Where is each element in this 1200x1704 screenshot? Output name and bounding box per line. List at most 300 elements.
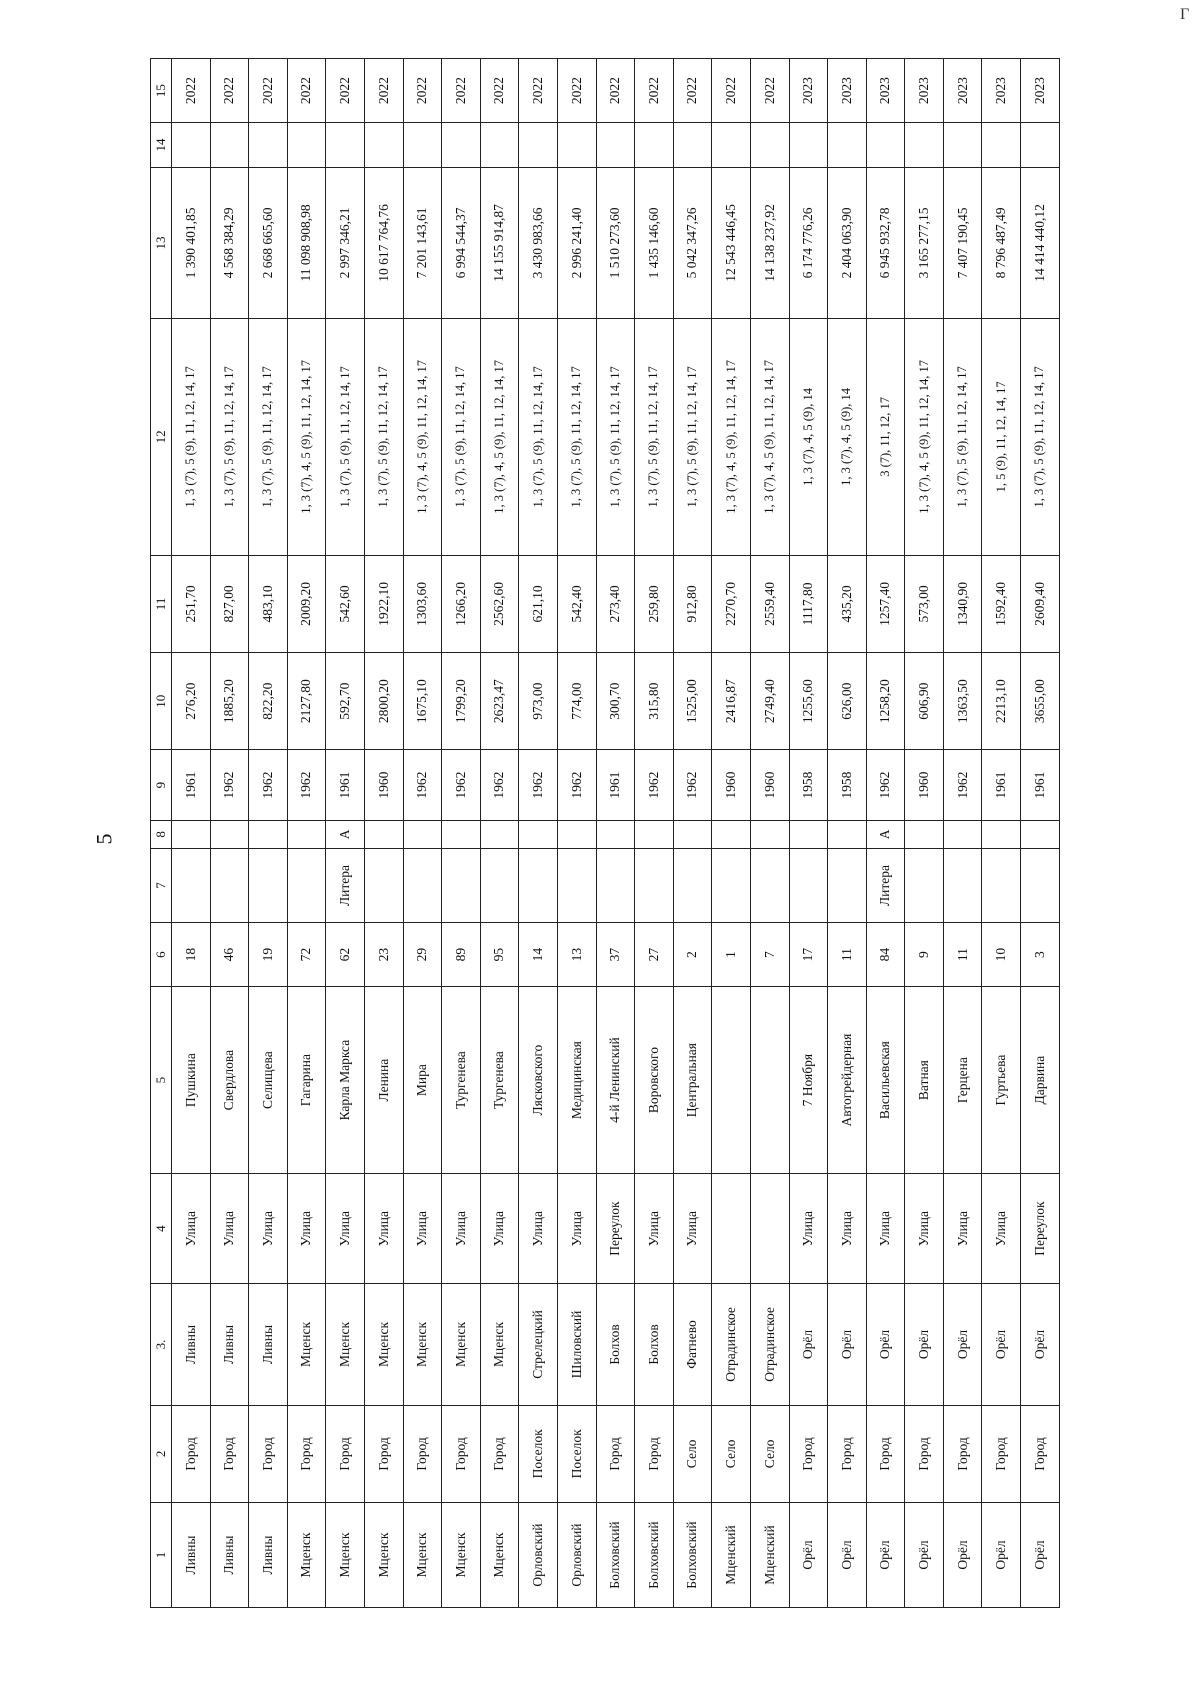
table-cell-col-9: 1962 [557,750,596,820]
table-cell-col-4: Переулок [1021,1174,1060,1284]
table-cell-col-8 [287,820,326,848]
table-cell-col-9: 1962 [866,750,905,820]
table-row [712,59,751,1608]
table-cell-col-14 [249,123,288,168]
table-cell-col-11: 2270,70 [712,555,751,652]
table-cell-col-6: 7 [750,923,789,987]
table-cell-col-3: Мценск [287,1284,326,1406]
table-cell-col-8 [596,820,635,848]
column-header-8: 8 [151,820,172,848]
table-cell-col-6: 19 [249,923,288,987]
table-cell-col-7 [982,848,1021,922]
table-cell-col-2: Город [789,1405,828,1502]
table-cell-col-3: Орёл [1021,1284,1060,1406]
table-cell-col-11: 1340,90 [943,555,982,652]
table-cell-col-14 [596,123,635,168]
table-cell-col-4: Улица [172,1174,211,1284]
table-cell-col-1: Болховский [635,1503,674,1608]
table-cell-col-13: 12 543 446,45 [712,167,751,318]
table-cell-col-9: 1960 [712,750,751,820]
table-cell-col-5: Тургенева [480,987,519,1174]
table-cell-col-1: Мценск [326,1503,365,1608]
table-container [150,58,1060,1608]
table-cell-col-4: Улица [789,1174,828,1284]
table-cell-col-14 [789,123,828,168]
table-cell-col-4: Улица [287,1174,326,1284]
table-cell-col-5: Карла Маркса [326,987,365,1174]
table-cell-col-10: 1363,50 [943,653,982,750]
table-cell-col-14 [866,123,905,168]
table-cell-col-12: 1, 3 (7), 4, 5 (9), 11, 12, 14, 17 [287,318,326,555]
table-cell-col-8 [364,820,403,848]
table-cell-col-15: 2023 [905,59,944,123]
table-cell-col-6: 1 [712,923,751,987]
table-cell-col-11: 1592,40 [982,555,1021,652]
table-cell-col-9: 1960 [905,750,944,820]
table-cell-col-5: Воровского [635,987,674,1174]
table-cell-col-4: Улица [403,1174,442,1284]
table-cell-col-13: 6 174 776,26 [789,167,828,318]
table-cell-col-12: 1, 3 (7), 5 (9), 11, 12, 14, 17 [210,318,249,555]
table-cell-col-8 [750,820,789,848]
table-cell-col-9: 1962 [442,750,481,820]
table-cell-col-15: 2022 [480,59,519,123]
table-header-row [151,59,172,1608]
table-cell-col-7 [519,848,558,922]
table-cell-col-10: 300,70 [596,653,635,750]
table-cell-col-12: 1, 3 (7), 4, 5 (9), 11, 12, 14, 17 [712,318,751,555]
table-row [905,59,944,1608]
table-cell-col-13: 5 042 347,26 [673,167,712,318]
table-row [557,59,596,1608]
table-cell-col-15: 2022 [750,59,789,123]
table-row [866,59,905,1608]
table-row [519,59,558,1608]
table-cell-col-12: 1, 3 (7), 5 (9), 11, 12, 14, 17 [519,318,558,555]
table-cell-col-9: 1962 [480,750,519,820]
table-cell-col-1: Мценск [480,1503,519,1608]
table-row [249,59,288,1608]
table-cell-col-9: 1962 [943,750,982,820]
table-row [1021,59,1060,1608]
table-cell-col-10: 315,80 [635,653,674,750]
table-cell-col-7 [442,848,481,922]
table-cell-col-9: 1962 [519,750,558,820]
table-cell-col-3: Орёл [943,1284,982,1406]
table-cell-col-14 [364,123,403,168]
table-cell-col-8 [480,820,519,848]
table-cell-col-1: Ливны [210,1503,249,1608]
table-cell-col-8: А [326,820,365,848]
column-header-6: 6 [151,923,172,987]
table-cell-col-2: Город [403,1405,442,1502]
table-cell-col-7 [210,848,249,922]
table-cell-col-2: Город [635,1405,674,1502]
table-cell-col-5: Лясковского [519,987,558,1174]
table-cell-col-3: Орёл [789,1284,828,1406]
table-cell-col-13: 3 165 277,15 [905,167,944,318]
column-header-12: 12 [151,318,172,555]
table-cell-col-6: 46 [210,923,249,987]
table-cell-col-8 [828,820,867,848]
table-cell-col-11: 912,80 [673,555,712,652]
table-cell-col-12: 1, 3 (7), 5 (9), 11, 12, 14, 17 [596,318,635,555]
table-cell-col-13: 4 568 384,29 [210,167,249,318]
table-cell-col-1: Мценск [403,1503,442,1608]
table-cell-col-1: Орёл [1021,1503,1060,1608]
table-cell-col-10: 1255,60 [789,653,828,750]
table-cell-col-10: 1885,20 [210,653,249,750]
table-cell-col-11: 827,00 [210,555,249,652]
table-cell-col-13: 6 945 932,78 [866,167,905,318]
table-cell-col-12: 1, 3 (7), 4, 5 (9), 11, 12, 14, 17 [480,318,519,555]
table-cell-col-2: Город [982,1405,1021,1502]
table-cell-col-3: Ливны [210,1284,249,1406]
table-cell-col-4: Улица [905,1174,944,1284]
table-cell-col-3: Отрадинское [712,1284,751,1406]
table-cell-col-12: 1, 3 (7), 5 (9), 11, 12, 14, 17 [673,318,712,555]
table-cell-col-12: 1, 3 (7), 5 (9), 11, 12, 14, 17 [557,318,596,555]
table-cell-col-9: 1962 [249,750,288,820]
table-row [442,59,481,1608]
table-cell-col-5: Ленина [364,987,403,1174]
table-cell-col-12: 1, 3 (7), 5 (9), 11, 12, 14, 17 [172,318,211,555]
table-cell-col-9: 1962 [635,750,674,820]
table-cell-col-5: Васильевская [866,987,905,1174]
table-cell-col-11: 483,10 [249,555,288,652]
table-cell-col-13: 14 155 914,87 [480,167,519,318]
table-cell-col-6: 62 [326,923,365,987]
table-cell-col-15: 2022 [210,59,249,123]
table-cell-col-3: Орёл [905,1284,944,1406]
table-cell-col-15: 2023 [982,59,1021,123]
table-cell-col-3: Мценск [442,1284,481,1406]
table-cell-col-2: Город [596,1405,635,1502]
table-cell-col-7 [635,848,674,922]
table-cell-col-10: 1799,20 [442,653,481,750]
table-cell-col-14 [1021,123,1060,168]
table-cell-col-5: Ватная [905,987,944,1174]
table-cell-col-7 [1021,848,1060,922]
table-cell-col-6: 13 [557,923,596,987]
table-cell-col-2: Город [326,1405,365,1502]
table-cell-col-1: Мценский [712,1503,751,1608]
table-cell-col-9: 1962 [673,750,712,820]
table-cell-col-10: 822,20 [249,653,288,750]
table-cell-col-13: 8 796 487,49 [982,167,1021,318]
table-cell-col-1: Орёл [943,1503,982,1608]
table-cell-col-7: Литера [326,848,365,922]
table-cell-col-9: 1958 [828,750,867,820]
table-cell-col-4: Улица [519,1174,558,1284]
table-cell-col-8 [519,820,558,848]
table-cell-col-9: 1962 [287,750,326,820]
table-cell-col-7 [287,848,326,922]
table-cell-col-14 [905,123,944,168]
table-cell-col-7 [480,848,519,922]
table-cell-col-3: Орёл [866,1284,905,1406]
table-cell-col-12: 1, 3 (7), 5 (9), 11, 12, 14, 17 [635,318,674,555]
table-cell-col-15: 2023 [866,59,905,123]
table-cell-col-7 [172,848,211,922]
table-cell-col-11: 259,80 [635,555,674,652]
table-cell-col-6: 14 [519,923,558,987]
table-row [750,59,789,1608]
table-cell-col-1: Мценск [442,1503,481,1608]
table-cell-col-6: 27 [635,923,674,987]
table-cell-col-14 [210,123,249,168]
table-cell-col-2: Город [210,1405,249,1502]
table-cell-col-5 [750,987,789,1174]
table-cell-col-3: Болхов [596,1284,635,1406]
table-cell-col-4: Улица [480,1174,519,1284]
table-cell-col-5: Гагарина [287,987,326,1174]
table-cell-col-14 [519,123,558,168]
table-cell-col-6: 18 [172,923,211,987]
table-cell-col-12: 1, 3 (7), 5 (9), 11, 12, 14, 17 [943,318,982,555]
table-cell-col-7: Литера [866,848,905,922]
table-cell-col-6: 2 [673,923,712,987]
table-cell-col-14 [287,123,326,168]
table-cell-col-2: Село [712,1405,751,1502]
table-cell-col-9: 1960 [364,750,403,820]
table-cell-col-9: 1961 [1021,750,1060,820]
table-cell-col-7 [673,848,712,922]
table-cell-col-9: 1960 [750,750,789,820]
table-cell-col-4: Улица [210,1174,249,1284]
table-cell-col-13: 1 435 146,60 [635,167,674,318]
table-cell-col-5: Дарвина [1021,987,1060,1174]
column-header-14: 14 [151,123,172,168]
table-cell-col-6: 37 [596,923,635,987]
table-cell-col-1: Орловский [519,1503,558,1608]
table-cell-col-7 [249,848,288,922]
table-row [596,59,635,1608]
table-cell-col-8 [943,820,982,848]
table-cell-col-10: 973,00 [519,653,558,750]
table-cell-col-8 [712,820,751,848]
table-cell-col-10: 2800,20 [364,653,403,750]
table-cell-col-6: 11 [943,923,982,987]
table-body [172,59,1060,1608]
table-cell-col-12: 1, 3 (7), 4, 5 (9), 14 [828,318,867,555]
table-cell-col-8 [210,820,249,848]
table-cell-col-3: Ливны [172,1284,211,1406]
table-cell-col-15: 2022 [172,59,211,123]
table-cell-col-3: Мценск [480,1284,519,1406]
table-cell-col-1: Орёл [866,1503,905,1608]
table-cell-col-1: Мценский [750,1503,789,1608]
table-cell-col-6: 95 [480,923,519,987]
table-cell-col-1: Орёл [828,1503,867,1608]
table-cell-col-13: 1 390 401,85 [172,167,211,318]
table-row [982,59,1021,1608]
table-row [943,59,982,1608]
table-cell-col-6: 11 [828,923,867,987]
table-cell-col-1: Ливны [172,1503,211,1608]
table-cell-col-6: 9 [905,923,944,987]
column-header-13: 13 [151,167,172,318]
table-cell-col-1: Мценск [287,1503,326,1608]
table-cell-col-11: 435,20 [828,555,867,652]
table-cell-col-11: 2559,40 [750,555,789,652]
table-cell-col-6: 3 [1021,923,1060,987]
table-cell-col-15: 2022 [403,59,442,123]
table-cell-col-5: Мира [403,987,442,1174]
table-cell-col-11: 2562,60 [480,555,519,652]
table-cell-col-4: Улица [673,1174,712,1284]
table-cell-col-11: 1303,60 [403,555,442,652]
table-cell-col-12: 1, 3 (7), 5 (9), 11, 12, 14, 17 [364,318,403,555]
table-cell-col-7 [403,848,442,922]
table-cell-col-8 [673,820,712,848]
table-cell-col-14 [750,123,789,168]
table-cell-col-15: 2023 [828,59,867,123]
table-cell-col-10: 2623,47 [480,653,519,750]
table-cell-col-2: Город [866,1405,905,1502]
table-cell-col-13: 3 430 983,66 [519,167,558,318]
table-cell-col-9: 1961 [326,750,365,820]
table-cell-col-13: 1 510 273,60 [596,167,635,318]
table-cell-col-2: Город [172,1405,211,1502]
table-cell-col-3: Орёл [982,1284,1021,1406]
table-cell-col-1: Ливны [249,1503,288,1608]
table-cell-col-7 [557,848,596,922]
table-cell-col-8 [789,820,828,848]
table-cell-col-12: 1, 3 (7), 4, 5 (9), 11, 12, 14, 17 [750,318,789,555]
table-cell-col-5: 7 Ноября [789,987,828,1174]
table-cell-col-5: Селищева [249,987,288,1174]
column-header-15: 15 [151,59,172,123]
table-cell-col-3: Мценск [364,1284,403,1406]
edge-mark: Г [1180,6,1190,23]
table-cell-col-2: Город [364,1405,403,1502]
table-cell-col-1: Болховский [673,1503,712,1608]
table-row [287,59,326,1608]
table-cell-col-8 [982,820,1021,848]
table-cell-col-3: Ливны [249,1284,288,1406]
table-cell-col-7 [750,848,789,922]
table-row [480,59,519,1608]
table-cell-col-3: Мценск [403,1284,442,1406]
table-cell-col-10: 2213,10 [982,653,1021,750]
table-cell-col-8 [442,820,481,848]
table-cell-col-12: 1, 3 (7), 5 (9), 11, 12, 14, 17 [326,318,365,555]
table-cell-col-8 [403,820,442,848]
table-cell-col-6: 84 [866,923,905,987]
table-cell-col-15: 2022 [287,59,326,123]
table-cell-col-2: Город [943,1405,982,1502]
table-cell-col-10: 606,90 [905,653,944,750]
table-cell-col-1: Орёл [982,1503,1021,1608]
table-cell-col-5 [712,987,751,1174]
table-cell-col-10: 2127,80 [287,653,326,750]
table-cell-col-13: 6 994 544,37 [442,167,481,318]
table-cell-col-5: Тургенева [442,987,481,1174]
table-row [635,59,674,1608]
table-cell-col-10: 276,20 [172,653,211,750]
table-cell-col-3: Отрадинское [750,1284,789,1406]
table-cell-col-13: 7 407 190,45 [943,167,982,318]
table-cell-col-11: 1117,80 [789,555,828,652]
table-cell-col-5: Центральная [673,987,712,1174]
table-cell-col-14 [982,123,1021,168]
table-cell-col-2: Поселок [557,1405,596,1502]
table-cell-col-15: 2022 [673,59,712,123]
table-cell-col-5: Автогрейдерная [828,987,867,1174]
table-cell-col-14 [480,123,519,168]
table-cell-col-5: Медицинская [557,987,596,1174]
table-cell-col-7 [828,848,867,922]
column-header-9: 9 [151,750,172,820]
table-cell-col-2: Поселок [519,1405,558,1502]
table-cell-col-14 [172,123,211,168]
table-cell-col-14 [673,123,712,168]
table-cell-col-12: 1, 3 (7), 4, 5 (9), 14 [789,318,828,555]
table-cell-col-4: Улица [982,1174,1021,1284]
table-cell-col-11: 1266,20 [442,555,481,652]
table-cell-col-13: 11 098 908,98 [287,167,326,318]
table-row [789,59,828,1608]
table-cell-col-15: 2022 [326,59,365,123]
table-cell-col-8 [905,820,944,848]
table-cell-col-13: 2 404 063,90 [828,167,867,318]
table-cell-col-1: Мценск [364,1503,403,1608]
table-cell-col-5: 4-й Ленинский [596,987,635,1174]
table-cell-col-13: 14 414 440,12 [1021,167,1060,318]
table-cell-col-15: 2023 [1021,59,1060,123]
table-cell-col-9: 1961 [982,750,1021,820]
table-cell-col-8 [557,820,596,848]
table-cell-col-5: Герцена [943,987,982,1174]
table-cell-col-15: 2022 [249,59,288,123]
table-cell-col-12: 1, 3 (7), 4, 5 (9), 11, 12, 14, 17 [905,318,944,555]
table-cell-col-13: 14 138 237,92 [750,167,789,318]
table-cell-col-2: Село [750,1405,789,1502]
table-cell-col-11: 621,10 [519,555,558,652]
table-cell-col-11: 1922,10 [364,555,403,652]
table-cell-col-3: Болхов [635,1284,674,1406]
table-cell-col-6: 72 [287,923,326,987]
table-cell-col-6: 89 [442,923,481,987]
table-cell-col-9: 1961 [596,750,635,820]
table-cell-col-9: 1962 [403,750,442,820]
table-cell-col-13: 2 997 346,21 [326,167,365,318]
table-cell-col-5: Гуртьева [982,987,1021,1174]
table-cell-col-4: Улица [828,1174,867,1284]
table-cell-col-11: 573,00 [905,555,944,652]
table-cell-col-8: А [866,820,905,848]
table-cell-col-10: 592,70 [326,653,365,750]
table-cell-col-13: 2 996 241,40 [557,167,596,318]
table-cell-col-2: Город [442,1405,481,1502]
table-cell-col-2: Город [828,1405,867,1502]
table-cell-col-10: 1525,00 [673,653,712,750]
table-cell-col-4: Улица [364,1174,403,1284]
table-cell-col-6: 10 [982,923,1021,987]
table-cell-col-4: Улица [326,1174,365,1284]
page-number: 5 [91,833,117,845]
table-cell-col-12: 1, 5 (9), 11, 12, 14, 17 [982,318,1021,555]
table-row [403,59,442,1608]
table-cell-col-9: 1961 [172,750,211,820]
table-cell-col-14 [635,123,674,168]
table-cell-col-12: 1, 3 (7), 5 (9), 11, 12, 14, 17 [1021,318,1060,555]
table-cell-col-10: 1675,10 [403,653,442,750]
table-cell-col-6: 29 [403,923,442,987]
table-cell-col-7 [712,848,751,922]
table-cell-col-4: Улица [249,1174,288,1284]
